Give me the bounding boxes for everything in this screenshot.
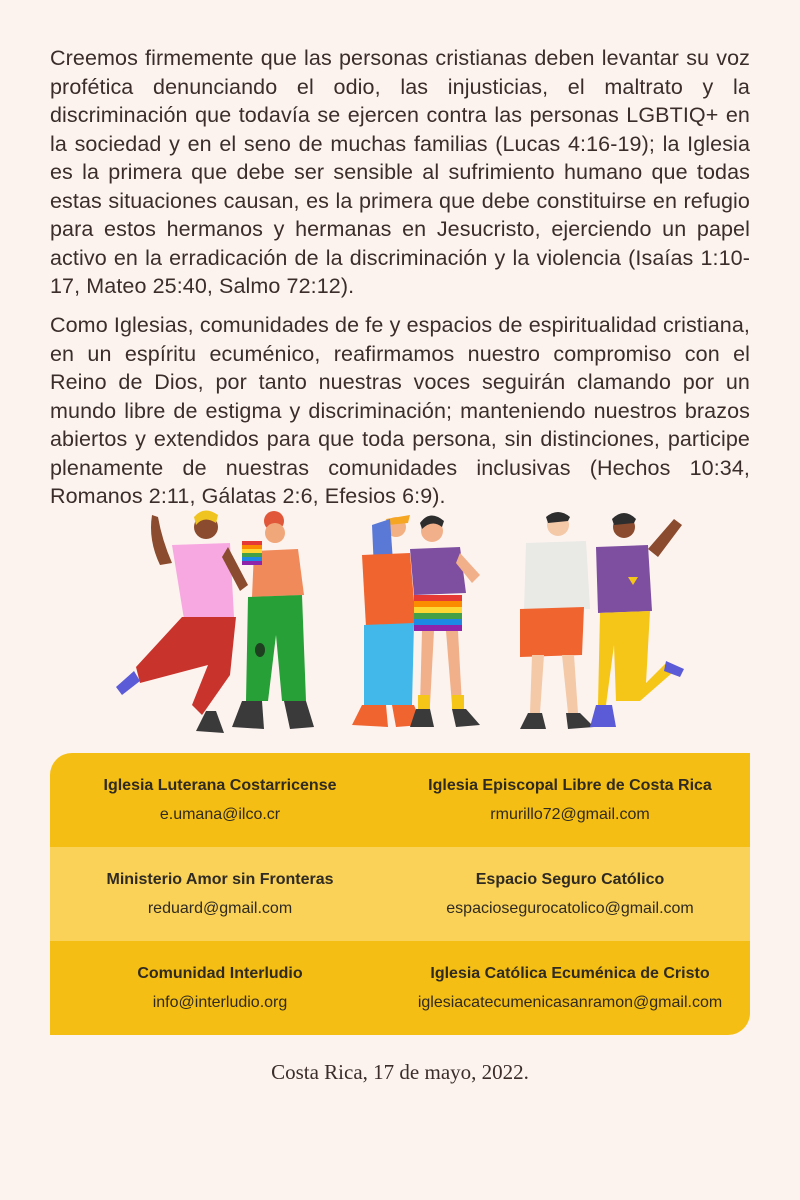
organization-cell xyxy=(380,941,750,1035)
statement-paragraph-1: Creemos firmemente que las personas cristianas deben levantar su voz profética denunciando el odio, las injusticias, el maltrato y la discriminación que todavía se ejercen contra las personas LGBTIQ+ en la sociedad y en el seno de muchas familias (Lucas 4:16-19); la Iglesia es la primera que debe ser sensible al sufrimiento humano que todas estas situaciones causan, es la primera que debe constituirse en refugio para estos hermanos y hermanas en Jesucristo, ejerciendo un papel activo en la erradicación de la discriminación y la violencia (Isaías 1:10-17, Mateo 25:40, Salmo 72:12). xyxy=(50,46,750,298)
organization-name: Iglesia Católica Ecuménica de Cristo xyxy=(430,965,710,982)
couple-1-illustration xyxy=(116,510,314,733)
couple-3-illustration xyxy=(520,512,684,729)
organization-name: Iglesia Luterana Costarricense xyxy=(103,777,337,794)
organization-email[interactable]: rmurillo72@gmail.com xyxy=(490,806,650,823)
date-place-footer: Costa Rica, 17 de mayo, 2022. xyxy=(271,1060,529,1084)
statement-paragraph-2: Como Iglesias, comunidades de fe y espacios de espiritualidad cristiana, en un espíritu ecuménico, reafirmamos nuestro compromiso con el Reino de Dios, por tanto nuestras voces seguirán clamando por un mundo libre de estigma y discriminación; manteniendo nuestros brazos abiertos y extendidos para que toda persona, sin distinciones, participe plenamente de nuestras comunidades inclusivas (Hechos 10:34, Romanos 2:11, Gálatas 2:6, Efesios 6:9). xyxy=(50,313,750,508)
organization-email[interactable]: reduard@gmail.com xyxy=(147,900,293,917)
organizations-row xyxy=(50,753,750,847)
organization-email[interactable]: e.umana@ilco.cr xyxy=(159,806,281,823)
organizations-table xyxy=(50,753,750,1035)
couple-2-illustration xyxy=(352,515,480,727)
organizations-row xyxy=(50,941,750,1035)
organization-cell xyxy=(380,847,750,941)
organization-email[interactable]: iglesiacatecumenicasanramon@gmail.com xyxy=(417,994,723,1011)
organization-name: Comunidad Interludio xyxy=(137,965,303,982)
organization-cell xyxy=(50,753,380,847)
organizations-row xyxy=(50,847,750,941)
organization-cell xyxy=(50,847,380,941)
organization-cell xyxy=(380,753,750,847)
organization-name: Espacio Seguro Católico xyxy=(475,871,665,888)
organization-name: Iglesia Episcopal Libre de Costa Rica xyxy=(428,777,712,794)
organization-name: Ministerio Amor sin Fronteras xyxy=(106,871,334,888)
organization-cell xyxy=(50,941,380,1035)
organization-email[interactable]: info@interludio.org xyxy=(152,994,288,1011)
diverse-people-illustration xyxy=(100,505,700,740)
organization-email[interactable]: espaciosegurocatolico@gmail.com xyxy=(446,900,694,917)
